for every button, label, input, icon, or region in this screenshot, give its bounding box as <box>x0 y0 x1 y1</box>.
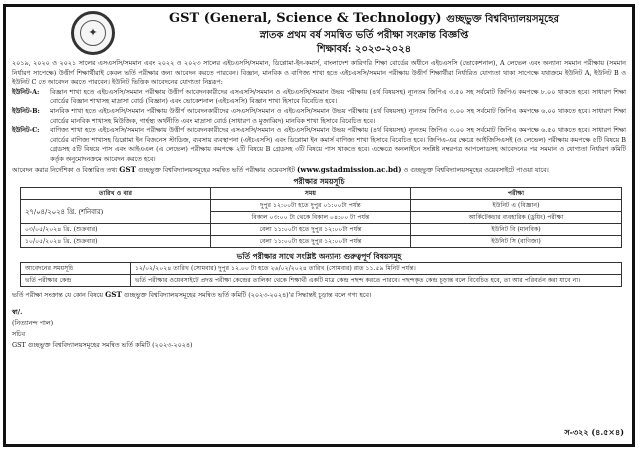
gst-label: GST <box>119 164 136 174</box>
title-english: GST (General, Science & Technology) <box>169 11 442 26</box>
academic-session: শিক্ষাবর্ষ: ২০২৩-২০২৪ <box>316 44 412 55</box>
university-seal-icon: ✦ <box>71 11 115 55</box>
unit-label: ইউনিট-A: <box>12 87 40 96</box>
unit-requirements: মানবিক শাখা হতে এইচএসসি/সমমান পরীক্ষায় উত্তীর্ণ আবেদনকারীদের এসএসসি/সমমান ও এইচএসসি/সমমান উভয় পরীক্ষায় (৪র্থ বিষয়সহ) ন্যূনতম জিপিএ ৩.০০ সহ সর্বমোট জিপিএ কমপক্ষে ৬.০০ থাকতে হবে। সাধারণ শিক্ষা বোর্ডের মানবিক শাখাসহ মিউজিক, গার্হস্থ্য অর্থনীতি এবং মাদ্রাসা বোর্ড (সাধারণ ও মুজাব্বিদ) মানবিক শাখা হিসাবে বিবেচিত হবে। <box>50 106 626 125</box>
unit-label: ইউনিট-B: <box>12 106 40 115</box>
info-key: ভর্তি পরীক্ষার কেন্দ্র <box>21 275 131 287</box>
unit-requirements: বাণিজ্য শাখা হতে এইচএসসি/সমমান পরীক্ষায় উত্তীর্ণ আবেদনকারীদের এসএসসি/সমমান ও এইচএসসি/সমমান উভয় পরীক্ষায় (৪র্থ বিষয়সহ) ন্যূনতম জিপিএ ৩.০০ সহ সর্বমোট জিপিএ কমপক্ষে ৬.৫০ থাকতে হবে। সাধারণ শিক্ষা বোর্ডের বাণিজ্য শাখাসহ ডিপ্লোমা ইন বিজনেস স্টাডিজ, ব্যবসায় ব্যবস্থাপনা (এইচএসসি) এবং ডিপ্লোমা ইন কমার্স বাণিজ্য শাখা হিসাবে বিবেচিত হবে। জিপিএ-এর ক্ষেত্রে আইজিসিএসই (ও লেভেল) পরীক্ষায় কমপক্ষে ৫টি বিষয়ে B গ্রেডসহ ৫টি বিষয়ে পাস এবং আইএএল (এ লেভেল) পরীক্ষায় কমপক্ষে ২টি বিষয়ে B গ্রেডসহ ৩টি বিষয়ে পাস থাকতে হবে। এক্ষেত্রে অনলাইনে সংশ্লিষ্ট নম্বরপত্র আপলোডসহ আবেদনের পর সমমান ও যোগ্যতা নির্ধারণ কমিটি কর্তৃক অনুমোদনক্রমে আবেদন করতে হবে। <box>50 126 626 163</box>
signatory-designation: সচিব <box>12 330 26 339</box>
note-suffix: ও গুচ্ছভুক্ত বিশ্ববিদ্যালয়সমূহের ওয়েবসাইটে পাওয়া যাবে। <box>403 165 549 174</box>
application-note <box>6 165 632 176</box>
exam-name: ইউনিট সি (বাণিজ্য) <box>411 236 622 248</box>
important-info-title: ভর্তি পরীক্ষার সাথে সংশ্লিষ্ট অন্যান্য গুরুত্বপূর্ণ বিষয়সমূহ <box>236 252 402 262</box>
info-value: ১২/০২/২০২৪ তারিখ (সোমবার) দুপুর ১২.০০ টা হতে ২৬/০২/২০২৪ তারিখ (সোমবার) রাত ১১.৫৯ মিনিট পর্যন্ত। <box>131 263 622 275</box>
important-info-table <box>20 262 622 287</box>
column-header: তারিখ ও বার <box>21 188 211 200</box>
exam-name: ইউনিট বি (মানবিক) <box>411 224 622 236</box>
exam-date: ০৩/০৫/২০২৪ খ্রি. (শুক্রবার) <box>21 224 211 236</box>
table-row <box>21 275 622 287</box>
schedule-title: পরীক্ষার সময়সূচি <box>293 177 345 187</box>
admission-notice <box>3 4 635 447</box>
unit-b <box>6 107 632 126</box>
ad-code: স-৩২২ (৪.৫×৪) <box>564 427 624 437</box>
exam-schedule-table <box>20 187 622 248</box>
note-middle: গুচ্ছভুক্ত বিশ্ববিদ্যালয়সমূহের সমন্বিত ভর্তি পরীক্ষার ওয়েবসাইট <box>138 165 295 174</box>
footer-suffix: গুচ্ছভুক্ত বিশ্ববিদ্যালয়সমূহের সমন্বিত ভর্তি কমিটি (২০২৩-২০২৪)'র সিদ্ধান্তই চূড়ান্ত বলে গণ্য হবে। <box>123 291 372 300</box>
table-row <box>21 224 622 236</box>
title-bengali: গুচ্ছভুক্ত বিশ্ববিদ্যালয়সমূহের <box>446 14 559 25</box>
unit-label: ইউনিট-C: <box>12 126 40 135</box>
table-row <box>21 200 622 212</box>
table-row <box>21 236 622 248</box>
notice-subtitle: স্নাতক প্রথম বর্ষ সমন্বিত ভর্তি পরীক্ষা সংক্রান্ত বিজ্ঞপ্তি <box>259 30 469 41</box>
column-header: পরীক্ষা <box>411 188 622 200</box>
column-header: সময় <box>211 188 411 200</box>
exam-time: দুপুর ১২:০০টা হতে দুপুর ০১:০০টা পর্যন্ত <box>211 200 411 212</box>
exam-name: ইউনিট এ (বিজ্ঞান) <box>411 200 622 212</box>
unit-requirements: বিজ্ঞান শাখা হতে এইচএসসি/সমমান পরীক্ষায় উত্তীর্ণ আবেদনকারীদের এসএসসি/সমমান ও এইচএসসি/সমমান উভয় পরীক্ষায় (৪র্থ বিষয়সহ) ন্যূনতম জিপিএ ৩.৫০ সহ সর্বমোট জিপিএ কমপক্ষে ৮.০০ থাকতে হবে। সাধারণ শিক্ষা বোর্ডের বিজ্ঞান শাখাসহ মাদ্রাসা বোর্ড (বিজ্ঞান) এবং ভোকেশনাল (এইচএসসি) বিজ্ঞান শাখা হিসাবে বিবেচিত হবে। <box>50 87 626 106</box>
exam-time: বেলা ১১:০০টা হতে দুপুর ১২:০০টা পর্যন্ত <box>211 236 411 248</box>
notice-title <box>96 10 632 28</box>
signature: স্বা/. <box>12 308 23 317</box>
note-prefix: আবেদন করার নির্দেশিকা ও বিস্তারিত তথ্য <box>12 165 118 174</box>
notice-header <box>6 7 632 59</box>
signature-block <box>6 307 632 351</box>
exam-name: আর্কিটেকচার ব্যবহারিক (ড্রয়িং) পরীক্ষা <box>411 212 622 224</box>
info-key: আবেদনের সময়সূচি <box>21 263 131 275</box>
exam-time: বিকাল ০৩:০০ টা থেকে বিকাল ০৪:০০ টা পর্যন্ত <box>211 212 411 224</box>
info-value: ভর্তি পরীক্ষার ওয়েবসাইটে প্রদত্ত পরীক্ষা কেন্দ্রের তালিকা থেকে শিক্ষার্থী একটি মাত্র কেন্দ্র পছন্দ করতে পারবে। পছন্দকৃত কেন্দ্র চূড়ান্ত বলে বিবেচিত হবে, তা আর পরিবর্তন করা যাবে না। <box>131 275 622 287</box>
admission-website-link[interactable]: (www.gstadmission.ac.bd) <box>297 164 402 174</box>
unit-c <box>6 126 632 164</box>
exam-date: ২৭/০৪/২০২৪ খ্রি. (শনিবার) <box>21 200 211 224</box>
unit-a <box>6 88 632 107</box>
footer-prefix: ভর্তি পরীক্ষা সংক্রান্ত যে কোন বিষয়ে <box>12 291 104 300</box>
final-decision-note <box>6 287 632 303</box>
signatory-committee: GST গুচ্ছভুক্ত বিশ্ববিদ্যালয়সমূহের সমন্বিত ভর্তি কমিটি (২০২৩-২০২৪) <box>12 341 193 350</box>
exam-date: ১০/০৫/২০২৪ খ্রি. (শুক্রবার) <box>21 236 211 248</box>
gst-label: GST <box>105 290 122 300</box>
table-row <box>21 263 622 275</box>
intro-paragraph: ২০১৯, ২০২০ ও ২০২১ সালের এসএসসি/সমমান এবং ২০২২ ও ২০২৩ সালের এইচএসসি/সমমান, ডিপ্লোমা-ইন-কমার্স, বাংলাদেশ কারিগরি শিক্ষা বোর্ডের অধীনে এইচএসসি (ভোকেশনাল), A লেভেল এবং অন্যান্য সমমান পরীক্ষায় (সমমান নির্ধারণ সাপেক্ষে) উত্তীর্ণ শিক্ষার্থীরাই কেবল ভর্তি পরীক্ষার জন্য আবেদন করতে পারবেন। বিজ্ঞান, মানবিক ও বাণিজ্য শাখা হতে এইচএসসি/সমমান পরীক্ষায় উত্তীর্ণ শিক্ষার্থীরা নির্ধারিত যোগ্যতা থাকা সাপেক্ষে যথাক্রমে ইউনিট A, ইউনিট B ও ইউনিট C তে আবেদন করতে পারবেন। ইউনিট ভিত্তিক আবেদনের যোগ্যতা নিম্নরূপ: <box>12 59 626 87</box>
exam-time: বেলা ১১:০০টা হতে দুপুর ১২:০০টা পর্যন্ত <box>211 224 411 236</box>
table-header-row <box>21 188 622 200</box>
signatory-name: (নিত্যানন্দ পাল) <box>12 319 54 328</box>
